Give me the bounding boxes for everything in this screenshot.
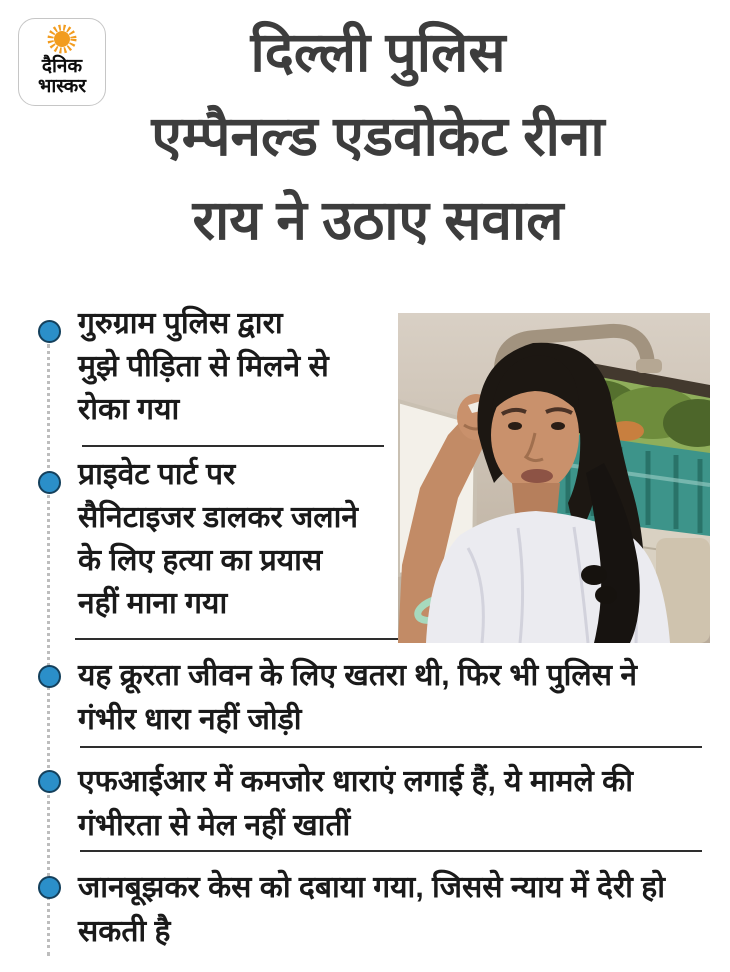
bullet-1-line-1: गुरुग्राम पुलिस द्वारा	[78, 307, 283, 340]
separator-1	[82, 445, 384, 447]
bullet-item-5	[78, 866, 665, 954]
bullet-item-1	[78, 302, 329, 431]
bullet-4-line-2: गंभीरता से मेल नहीं खातीं	[78, 809, 351, 842]
headline-line3: राय ने उठाए सवाल	[192, 189, 564, 251]
logo-text-line1: दैनिक	[41, 56, 83, 77]
headline-line1: दिल्ली पुलिस	[250, 21, 506, 83]
bullet-5-line-1: जानबूझकर केस को दबाया गया, जिससे न्याय में देरी हो	[78, 871, 665, 904]
headline	[26, 10, 730, 262]
bullet-dot-5	[38, 876, 61, 899]
separator-3	[80, 746, 702, 748]
bullet-connector-line	[47, 344, 50, 956]
bullet-3-line-2: गंभीर धारा नहीं जोड़ी	[78, 703, 302, 736]
bullet-4-line-1: एफआईआर में कमजोर धाराएं लगाई हैं, ये मामले की	[78, 765, 633, 798]
separator-4	[80, 850, 702, 852]
bullet-1-line-3: रोका गया	[78, 393, 180, 426]
bullet-5-line-2: सकती है	[78, 915, 171, 948]
bullet-3-line-1: यह क्रूरता जीवन के लिए खतरा थी, फिर भी पुलिस ने	[78, 659, 638, 692]
bullet-dot-3	[38, 665, 61, 688]
bullet-1-line-2: मुझे पीड़िता से मिलने से	[78, 350, 329, 383]
bullet-2-line-1: प्राइवेट पार्ट पर	[78, 458, 236, 491]
bullet-2-line-3: के लिए हत्या का प्रयास	[78, 544, 323, 577]
bullet-item-4	[78, 760, 633, 848]
bullet-dot-2	[38, 471, 61, 494]
bullet-2-line-4: नहीं माना गया	[78, 587, 228, 620]
logo-text-line2: भास्कर	[37, 76, 87, 97]
reena-rai-car-photo	[398, 313, 710, 643]
bullet-item-2	[78, 453, 358, 625]
bullet-dot-1	[38, 320, 61, 343]
bullet-2-line-2: सैनिटाइजर डालकर जलाने	[78, 501, 359, 534]
bullet-item-3	[78, 654, 637, 742]
bullet-dot-4	[38, 770, 61, 793]
headline-line2: एम्पैनल्ड एडवोकेट रीना	[151, 105, 605, 167]
